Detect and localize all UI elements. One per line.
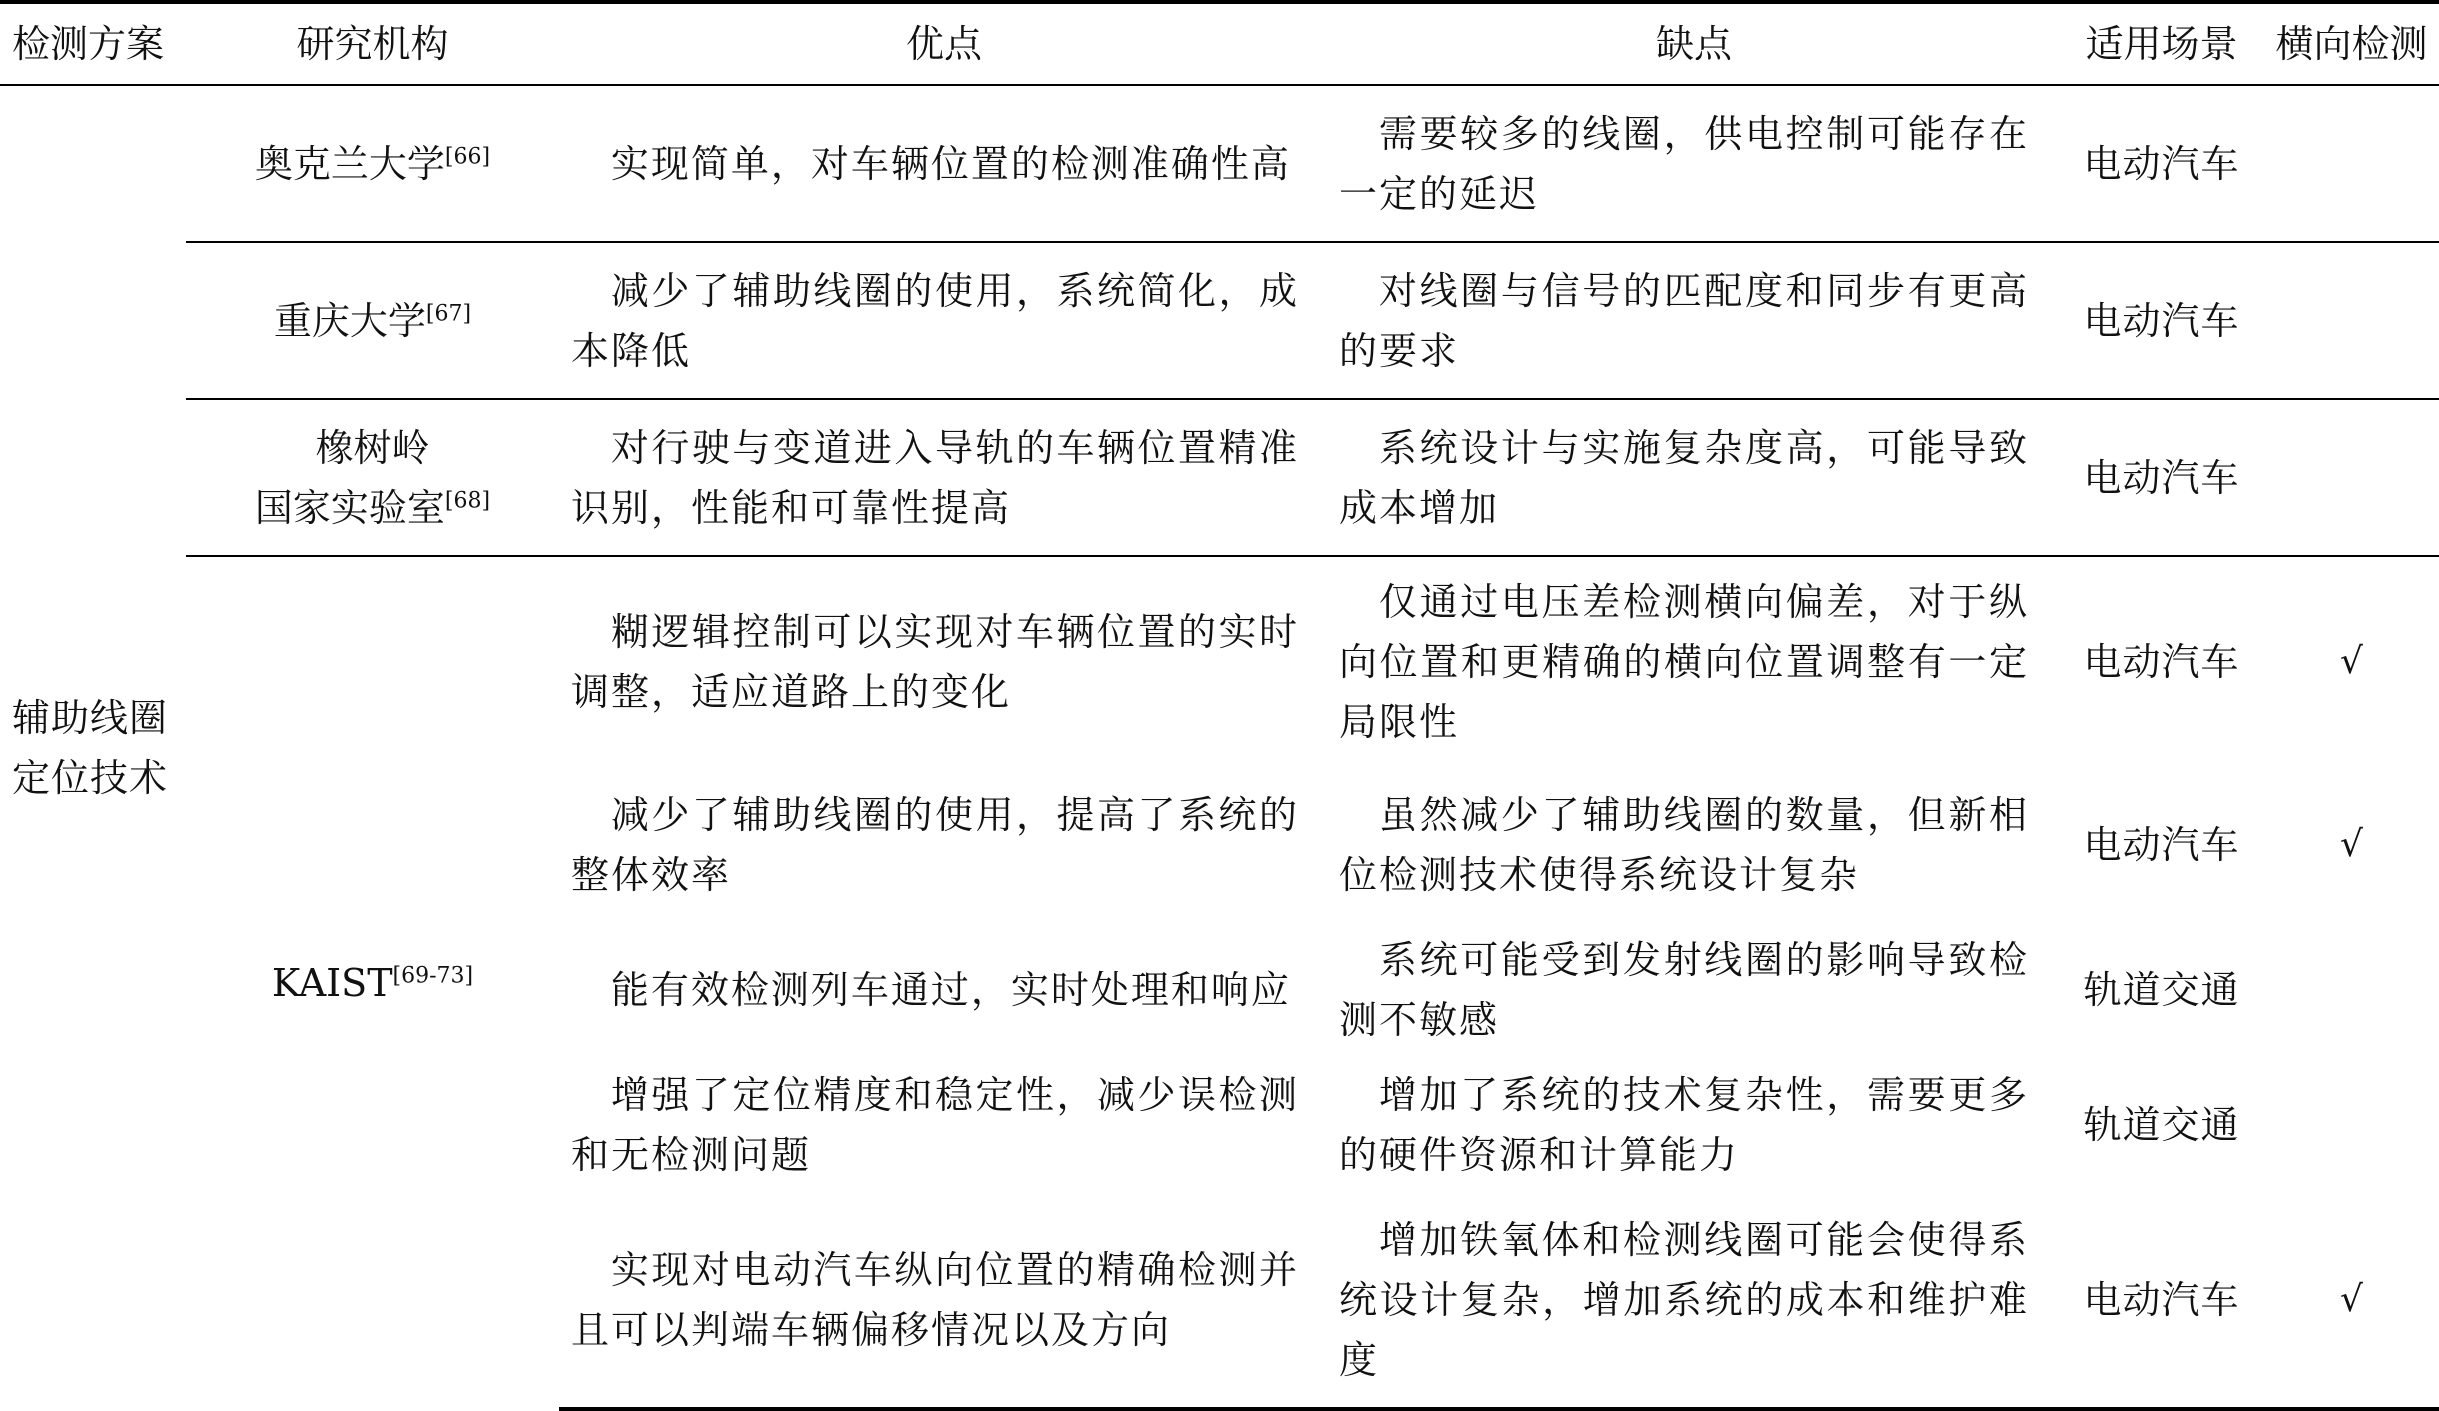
lateral-cell — [2264, 399, 2439, 556]
pros-cell: 对行驶与变道进入导轨的车辆位置精准识别，性能和可靠性提高 — [559, 399, 1329, 556]
institution-name: 重庆大学 — [273, 298, 426, 343]
cons-cell: 对线圈与信号的匹配度和同步有更高的要求 — [1329, 242, 2059, 399]
table-row — [0, 85, 2439, 242]
institution-name-line-1: 橡树岭 — [315, 425, 430, 470]
scene-cell: 轨道交通 — [2083, 967, 2240, 1012]
table-row — [0, 399, 2439, 556]
table-body — [0, 85, 2439, 1409]
header-scene: 适用场景 — [2059, 2, 2264, 85]
scene-cell: 轨道交通 — [2083, 1102, 2240, 1147]
institution-cell — [186, 399, 559, 556]
table-header — [0, 2, 2439, 85]
lateral-cell — [2264, 85, 2439, 242]
lateral-cell — [2264, 922, 2439, 1057]
lateral-cell: √ — [2340, 823, 2363, 865]
scene-cell: 电动汽车 — [2059, 1192, 2264, 1409]
pros-cell: 能有效检测列车通过，实时处理和响应 — [610, 967, 1291, 1012]
institution-cell — [186, 556, 559, 1409]
institution-name-line-2: 国家实验室 — [254, 485, 445, 530]
institution-cell — [186, 242, 559, 399]
scheme-cell — [0, 85, 186, 1409]
reference-marker: [67] — [425, 300, 472, 326]
cons-cell: 虽然减少了辅助线圈的数量，但新相位检测技术使得系统设计复杂 — [1339, 792, 2029, 897]
pros-cell: 减少了辅助线圈的使用，提高了系统的整体效率 — [571, 792, 1299, 897]
header-scheme: 检测方案 — [0, 2, 186, 85]
scheme-line-2: 定位技术 — [12, 755, 169, 800]
cons-cell: 增加了系统的技术复杂性，需要更多的硬件资源和计算能力 — [1339, 1072, 2029, 1177]
pros-cell: 增强了定位精度和稳定性，减少误检测和无检测问题 — [571, 1072, 1299, 1177]
table-row — [0, 556, 2439, 767]
scene-cell: 电动汽车 — [2059, 242, 2264, 399]
institution-cell — [186, 85, 559, 242]
pros-cell: 实现简单，对车辆位置的检测准确性高 — [610, 141, 1291, 186]
cons-cell: 需要较多的线圈，供电控制可能存在一定的延迟 — [1339, 111, 2029, 216]
pros-cell: 糊逻辑控制可以实现对车辆位置的实时调整，适应道路上的变化 — [559, 556, 1329, 767]
pros-cell: 减少了辅助线圈的使用，系统简化，成本降低 — [559, 242, 1329, 399]
scene-cell: 电动汽车 — [2083, 822, 2240, 867]
reference-marker: [68] — [444, 487, 491, 513]
header-cons: 缺点 — [1329, 2, 2059, 85]
header-lateral: 横向检测 — [2264, 2, 2439, 85]
header-row — [0, 2, 2439, 85]
cons-cell: 仅通过电压差检测横向偏差，对于纵向位置和更精确的横向位置调整有一定局限性 — [1329, 556, 2059, 767]
lateral-cell: √ — [2264, 556, 2439, 767]
scheme-line-1: 辅助线圈 — [12, 695, 169, 740]
pros-cell: 实现对电动汽车纵向位置的精确检测并且可以判端车辆偏移情况以及方向 — [559, 1192, 1329, 1409]
institution-name: KAIST — [271, 961, 393, 1005]
scene-cell: 电动汽车 — [2083, 141, 2240, 186]
scene-cell: 电动汽车 — [2059, 399, 2264, 556]
cons-cell: 系统设计与实施复杂度高，可能导致成本增加 — [1329, 399, 2059, 556]
lateral-cell — [2264, 242, 2439, 399]
lateral-cell: √ — [2264, 1192, 2439, 1409]
lateral-cell — [2264, 1057, 2439, 1192]
table-row — [0, 242, 2439, 399]
reference-marker: [66] — [444, 143, 491, 169]
header-pros: 优点 — [559, 2, 1329, 85]
header-institution: 研究机构 — [186, 2, 559, 85]
cons-cell: 增加铁氧体和检测线圈可能会使得系统设计复杂，增加系统的成本和维护难度 — [1329, 1192, 2059, 1409]
institution-name: 奥克兰大学 — [254, 141, 445, 186]
scene-cell: 电动汽车 — [2059, 556, 2264, 767]
cons-cell: 系统可能受到发射线圈的影响导致检测不敏感 — [1339, 937, 2029, 1042]
reference-marker: [69-73] — [392, 963, 474, 989]
